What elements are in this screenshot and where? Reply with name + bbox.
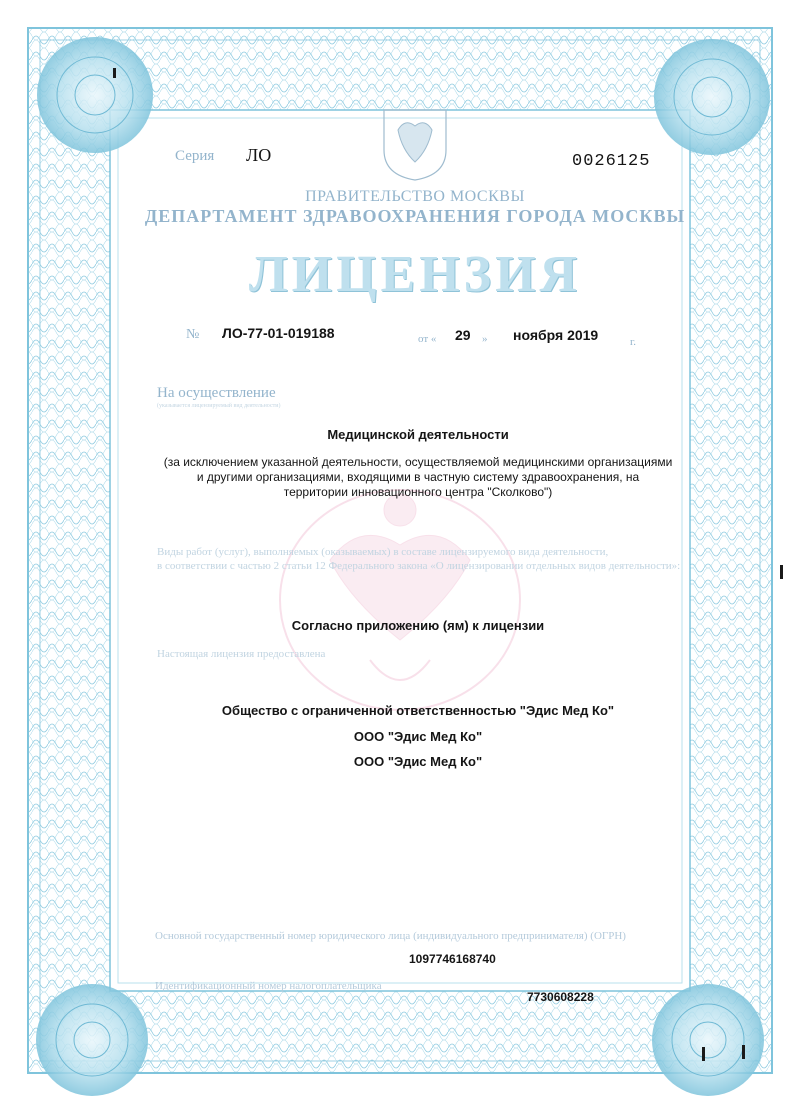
license-year-suffix: г. xyxy=(630,336,637,348)
exclusion-line: (за исключением указанной деятельности, осуществляемой медицинскими организациями xyxy=(163,455,673,469)
issuer-department: ДЕПАРТАМЕНТ ЗДРАВООХРАНЕНИЯ ГОРОДА МОСКВЫ xyxy=(144,206,686,226)
license-number-label: № xyxy=(186,327,200,342)
rosette-bottom-right xyxy=(652,984,764,1096)
license-day-close: » xyxy=(482,333,488,345)
company-full-name: Общество с ограниченной ответственностью "Эдис Мед Ко" xyxy=(221,703,615,718)
activity-label: На осуществление xyxy=(157,385,276,401)
license-day: 29 xyxy=(455,327,471,343)
document-title: ЛИЦЕНЗИЯ xyxy=(248,246,582,303)
license-month-year: ноября 2019 xyxy=(513,327,599,343)
works-line: Виды работ (услуг), выполняемых (оказываемых) в составе лицензируемого вида деятельности, xyxy=(157,546,609,558)
activity-name: Медицинской деятельности xyxy=(327,427,509,442)
license-date-from-label: от « xyxy=(418,333,437,345)
granted-label: Настоящая лицензия предоставлена xyxy=(157,648,326,660)
exclusion-line: и другими организациями, входящими в частную систему здравоохранения, на xyxy=(196,470,640,484)
rosette-top-right xyxy=(654,39,770,155)
rosette-top-left xyxy=(37,37,153,153)
license-number: ЛО-77-01-019188 xyxy=(222,325,335,341)
activity-exclusion xyxy=(0,455,800,500)
issuer-government: ПРАВИТЕЛЬСТВО МОСКВЫ xyxy=(305,188,525,205)
works-line: в соответствии с частью 2 статьи 12 Федерального закона «О лицензировании отдельных видов деятельности»: xyxy=(157,560,681,572)
inn-label: Идентификационный номер налогоплательщика xyxy=(155,980,382,992)
ogrn-value: 1097746168740 xyxy=(409,952,496,966)
company-short-name-repeat: ООО "Эдис Мед Ко" xyxy=(353,754,483,769)
exclusion-line: территории инновационного центра "Сколково") xyxy=(283,485,553,499)
company-short-name: ООО "Эдис Мед Ко" xyxy=(353,729,483,744)
form-number: 0026125 xyxy=(572,152,651,171)
series-label: Серия xyxy=(175,148,215,164)
inn-value: 7730608228 xyxy=(527,990,594,1004)
rosette-bottom-left xyxy=(36,984,148,1096)
ogrn-label: Основной государственный номер юридического лица (индивидуального предпринимателя) (ОГРН) xyxy=(155,930,626,942)
works-description xyxy=(157,545,680,573)
works-value: Согласно приложению (ям) к лицензии xyxy=(291,618,545,633)
activity-caption: (указывается лицензируемый вид деятельности) xyxy=(157,403,281,409)
series-value: ЛО xyxy=(246,145,272,165)
